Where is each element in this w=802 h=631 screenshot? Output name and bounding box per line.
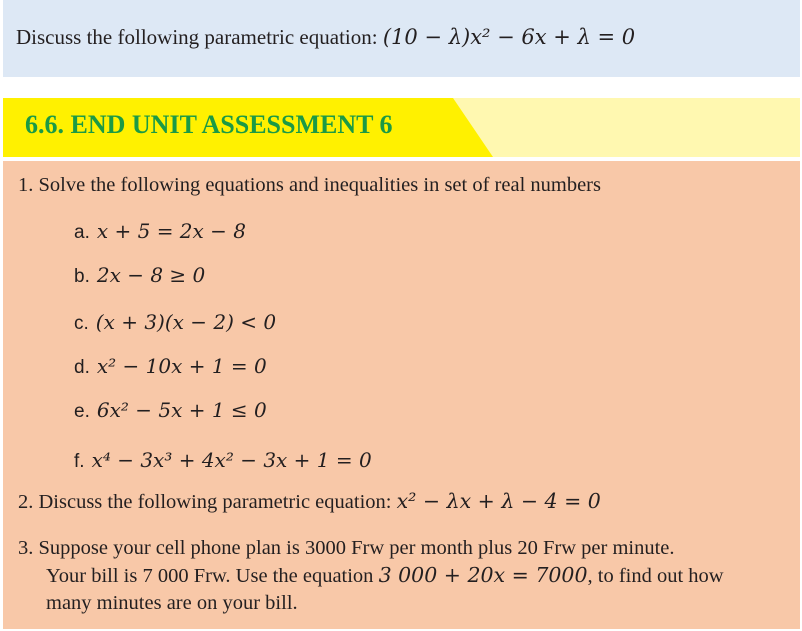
item-expr: 6x² − 5x + 1 ≤ 0 <box>96 398 267 422</box>
item-expr: x² − 10x + 1 = 0 <box>96 354 267 378</box>
parametric-equation: (10 − λ)x² − 6x + λ = 0 <box>382 25 636 49</box>
question-3-text-a: Your bill is 7 000 Frw. Use the equation <box>46 565 374 587</box>
section-title: 6.6. END UNIT ASSESSMENT 6 <box>25 110 393 139</box>
item-e <box>74 398 267 423</box>
item-label: e. <box>74 401 90 422</box>
item-label: f. <box>74 451 85 472</box>
item-expr: x⁴ − 3x³ + 4x² − 3x + 1 = 0 <box>91 448 372 472</box>
item-expr: x + 5 = 2x − 8 <box>96 219 247 243</box>
item-c <box>74 310 276 335</box>
question-3-text-b: , to find out how <box>587 565 724 587</box>
item-d <box>74 354 267 379</box>
item-label: d. <box>74 357 90 378</box>
item-label: a. <box>74 222 90 243</box>
item-label: b. <box>74 266 90 287</box>
item-a <box>74 219 246 244</box>
question-3-equation: 3 000 + 20x = 7000 <box>378 563 588 587</box>
parametric-prompt <box>16 25 635 50</box>
question-2-equation: x² − λx + λ − 4 = 0 <box>396 489 601 513</box>
question-2 <box>18 488 601 515</box>
question-2-text: 2. Discuss the following parametric equation: <box>18 491 392 513</box>
item-label: c. <box>74 313 89 334</box>
question-3-line-3: many minutes are on your bill. <box>46 592 298 614</box>
item-b <box>74 263 205 288</box>
item-expr: 2x − 8 ≥ 0 <box>96 263 206 287</box>
question-3-line-1: 3. Suppose your cell phone plan is 3000 Frw per month plus 20 Frw per minute. <box>18 537 675 559</box>
prompt-text: Discuss the following parametric equation: <box>16 25 378 49</box>
item-f <box>74 448 372 473</box>
question-1: 1. Solve the following equations and inequalities in set of real numbers <box>18 174 601 196</box>
item-expr: (x + 3)(x − 2) < 0 <box>95 310 277 334</box>
question-3-line-2 <box>46 562 724 589</box>
